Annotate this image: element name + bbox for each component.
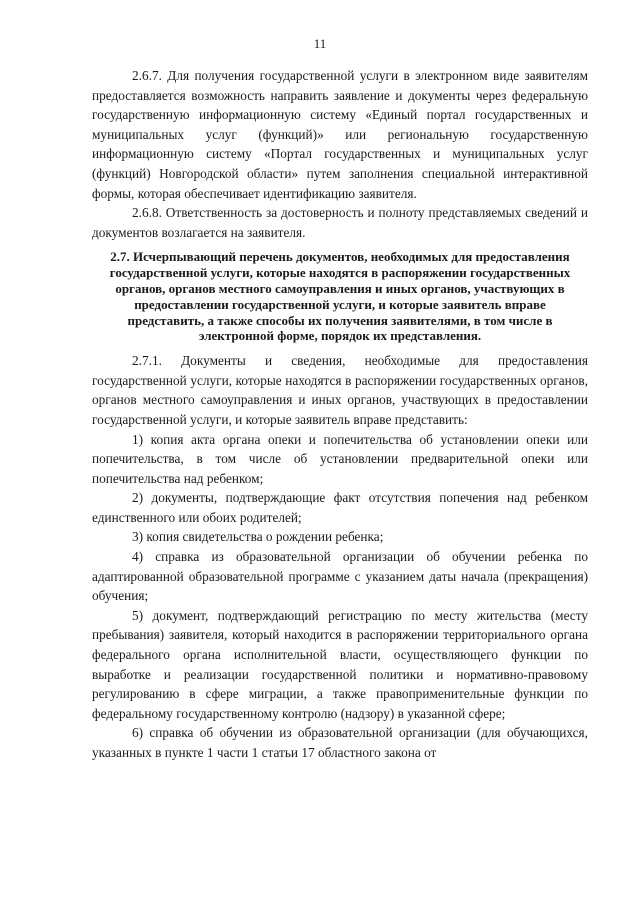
paragraph-2-6-7: 2.6.7. Для получения государственной услуги в электронном виде заявителям предоставляется возможность направить заявление и документы через федеральную государственную информационную систему «Единый портал государственных и муниципальных услуг (функций)» или региональную государственную информационную систему «Портал государственных и муниципальных услуг (функций) Новгородской области» путем заполнения специальной интерактивной формы, которая обеспечивает идентификацию заявителя. <box>92 68 588 201</box>
document-body <box>92 66 588 763</box>
page-number: 11 <box>313 36 327 51</box>
list-item-4: 4) справка из образовательной организации об обучении ребенка по адаптированной образовательной программе с указанием даты начала (прекращения) обучения; <box>92 549 588 604</box>
list-item-1: 1) копия акта органа опеки и попечительства об установлении опеки или попечительства, в том числе об установлении предварительной опеки или попечительства над ребенком; <box>92 431 588 486</box>
paragraph-2-6-8: 2.6.8. Ответственность за достоверность и полноту представляемых сведений и документов возлагается на заявителя. <box>92 205 588 240</box>
list-item-3: 3) копия свидетельства о рождении ребенка; <box>132 529 384 545</box>
list-item-6: 6) справка об обучении из образовательной организации (для обучающихся, указанных в пункте 1 части 1 статьи 17 областного закона от <box>92 725 588 760</box>
paragraph-2-7-1: 2.7.1. Документы и сведения, необходимые для предоставления государственной услуги, которые находятся в распоряжении государственных органов, органов местного самоуправления и иных органов, участвующих в предоставлении государственной услуги, и которые заявитель вправе представить: <box>92 353 588 427</box>
section-heading-2-7: 2.7. Исчерпывающий перечень документов, необходимых для предоставления государственной услуги, которые находятся в распоряжении государственных органов, органов местного самоуправления и иных органов, участвующих в предоставлении государственной услуги, и которые заявитель вправе представить, а также способы их получения заявителями, в том числе в электронной форме, порядок их представления. <box>109 249 571 344</box>
list-item-5: 5) документ, подтверждающий регистрацию по месту жительства (месту пребывания) заявителя, который находится в распоряжении территориального органа федерального органа исполнительной власти, осуществляющего функции по выработке и реализации государственной политики и нормативно-правовому регулированию в сфере миграции, а также правоприменительные функции по федеральному государственному контролю (надзору) в указанной сфере; <box>92 607 588 721</box>
list-item-2: 2) документы, подтверждающие факт отсутствия попечения над ребенком единственного или обоих родителей; <box>92 490 588 525</box>
